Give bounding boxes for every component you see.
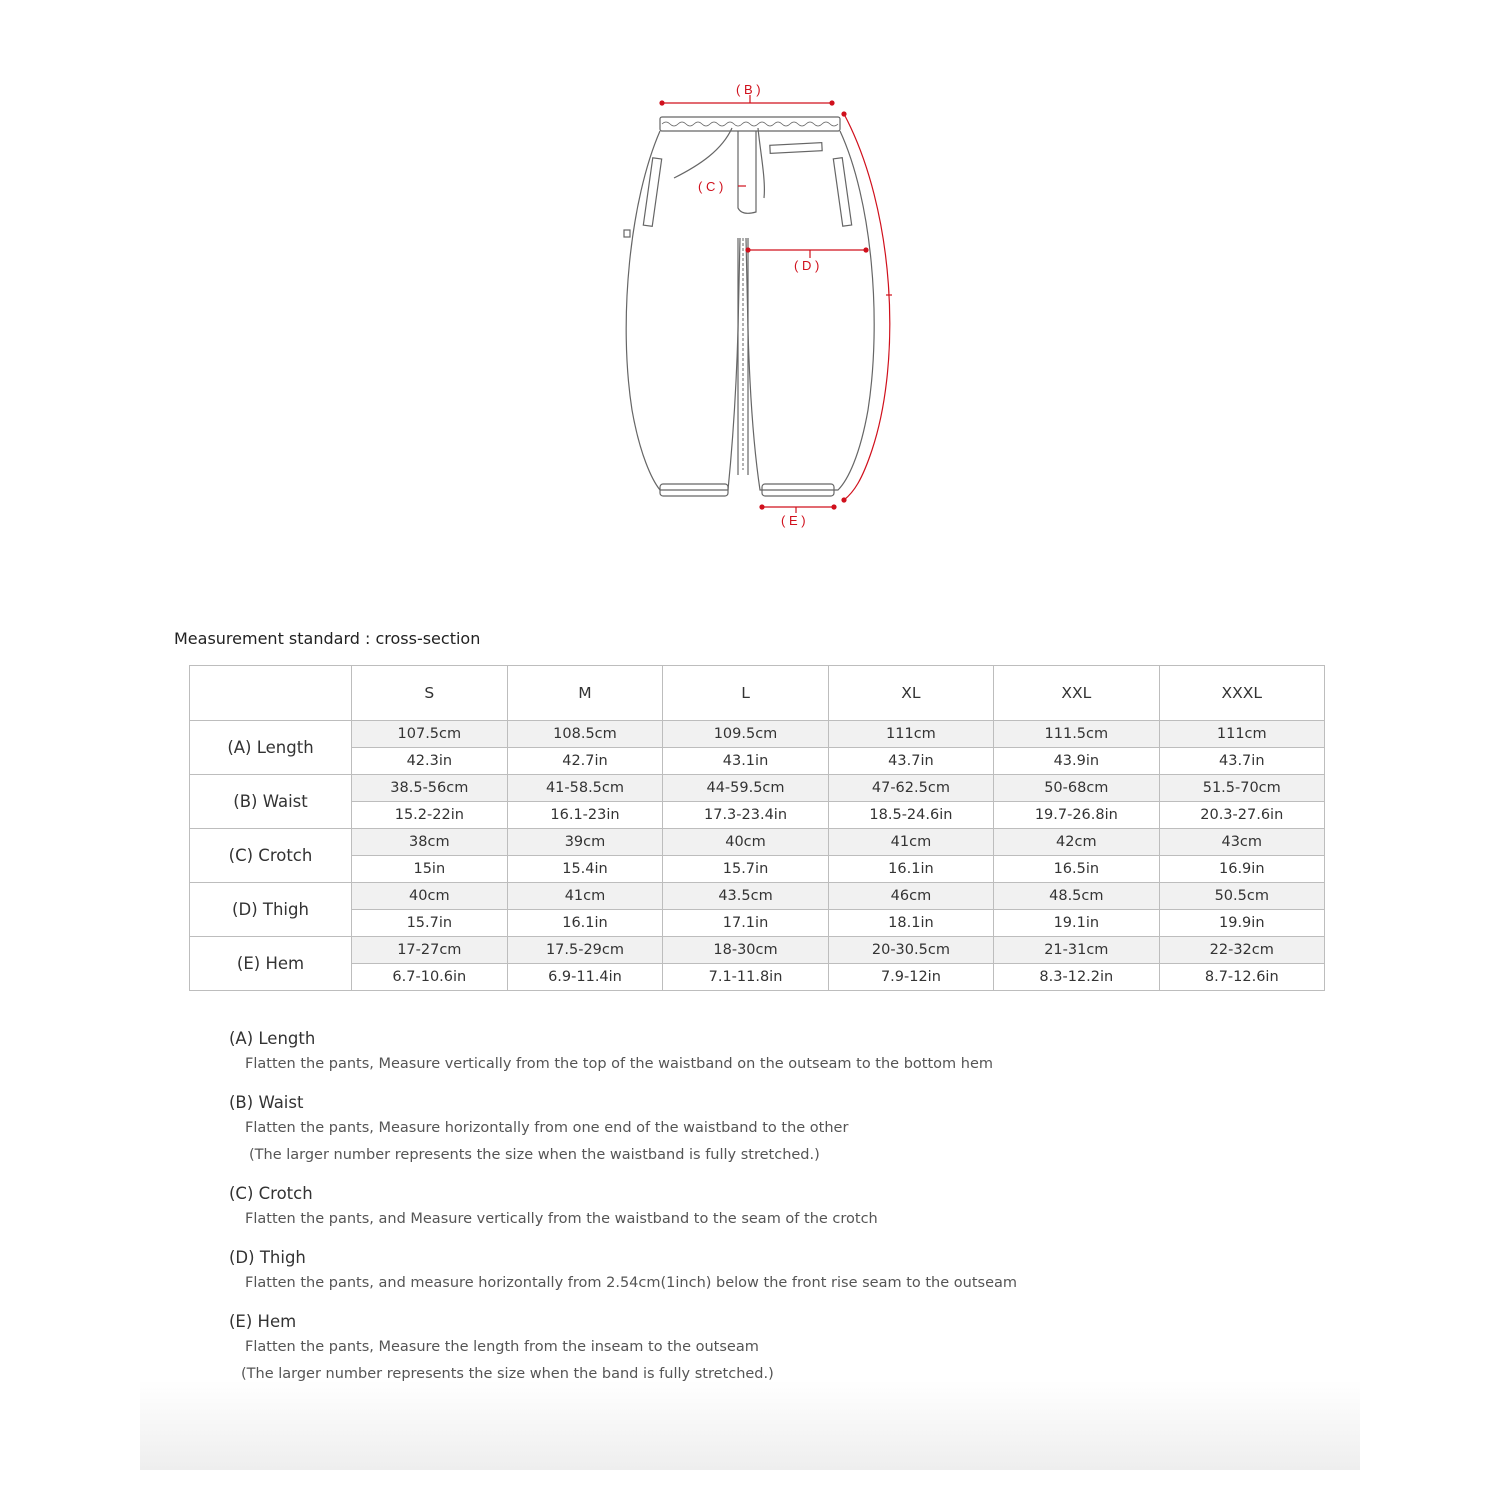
cm-cell: 109.5cm [663,721,828,748]
note-length [229,1026,1229,1078]
note-title: (B) Waist [229,1093,304,1112]
cm-cell: 38.5-56cm [352,775,508,802]
cm-cell: 44-59.5cm [663,775,828,802]
in-cell: 15.7in [352,910,508,937]
in-cell: 15.2-22in [352,802,508,829]
cm-cell: 40cm [663,829,828,856]
table-row [190,883,1325,910]
cm-cell: 41cm [507,883,663,910]
note-waist [229,1090,1229,1169]
table-row [190,937,1325,964]
cm-cell: 18-30cm [663,937,828,964]
in-cell: 17.1in [663,910,828,937]
row-label: (B) Waist [190,775,352,829]
cm-cell: 40cm [352,883,508,910]
size-chart-table [189,665,1325,991]
in-cell: 19.9in [1159,910,1324,937]
in-cell: 18.5-24.6in [828,802,993,829]
in-cell: 43.7in [1159,748,1324,775]
cm-cell: 41-58.5cm [507,775,663,802]
cm-cell: 111.5cm [994,721,1159,748]
note-title: (C) Crotch [229,1184,313,1203]
note-text: Flatten the pants, Measure the length from the inseam to the outseam [245,1339,759,1355]
table-row [190,721,1325,748]
table-row [190,856,1325,883]
measurement-notes [229,1026,1229,1400]
note-title: (D) Thigh [229,1248,306,1267]
corner-cell [190,666,352,721]
note-text: Flatten the pants, Measure horizontally from one end of the waistband to the other [245,1120,849,1136]
in-cell: 43.7in [828,748,993,775]
label-d: ( D ) [794,258,820,273]
cm-cell: 39cm [507,829,663,856]
note-thigh [229,1245,1229,1297]
table-row [190,964,1325,991]
in-cell: 7.1-11.8in [663,964,828,991]
cm-cell: 41cm [828,829,993,856]
in-cell: 8.3-12.2in [994,964,1159,991]
note-text: Flatten the pants, and measure horizontally from 2.54cm(1inch) below the front rise seam to the outseam [245,1275,1018,1291]
row-label: (E) Hem [190,937,352,991]
in-cell: 8.7-12.6in [1159,964,1324,991]
label-e: ( E ) [781,513,806,528]
note-text: Flatten the pants, Measure vertically from the top of the waistband on the outseam to the bottom hem [245,1056,994,1072]
note-title: (E) Hem [229,1312,297,1331]
length-measure-line [844,114,890,500]
note-title: (A) Length [229,1029,316,1048]
cm-cell: 47-62.5cm [828,775,993,802]
in-cell: 43.1in [663,748,828,775]
row-label: (D) Thigh [190,883,352,937]
in-cell: 43.9in [994,748,1159,775]
in-cell: 6.7-10.6in [352,964,508,991]
in-cell: 16.5in [994,856,1159,883]
table-row [190,802,1325,829]
note-text: (The larger number represents the size when the waistband is fully stretched.) [249,1147,820,1163]
in-cell: 6.9-11.4in [507,964,663,991]
cm-cell: 51.5-70cm [1159,775,1324,802]
size-header: L [663,666,828,721]
note-hem [229,1309,1229,1388]
in-cell: 20.3-27.6in [1159,802,1324,829]
in-cell: 15.7in [663,856,828,883]
size-header: M [507,666,663,721]
cm-cell: 48.5cm [994,883,1159,910]
in-cell: 18.1in [828,910,993,937]
size-header: XL [828,666,993,721]
in-cell: 15in [352,856,508,883]
row-label: (A) Length [190,721,352,775]
table-row [190,748,1325,775]
note-text: Flatten the pants, and Measure vertically from the waistband to the seam of the crotch [245,1211,878,1227]
label-c: ( C ) [698,179,724,194]
cm-cell: 17.5-29cm [507,937,663,964]
in-cell: 19.7-26.8in [994,802,1159,829]
size-header: XXXL [1159,666,1324,721]
cm-cell: 46cm [828,883,993,910]
cm-cell: 108.5cm [507,721,663,748]
cm-cell: 43cm [1159,829,1324,856]
table-row [190,775,1325,802]
cm-cell: 50.5cm [1159,883,1324,910]
section-title: Measurement standard : cross-section [174,629,481,648]
cm-cell: 50-68cm [994,775,1159,802]
in-cell: 16.9in [1159,856,1324,883]
table-row [190,829,1325,856]
right-leg-outline [746,131,874,490]
in-cell: 42.7in [507,748,663,775]
in-cell: 19.1in [994,910,1159,937]
in-cell: 7.9-12in [828,964,993,991]
cm-cell: 21-31cm [994,937,1159,964]
cm-cell: 43.5cm [663,883,828,910]
note-crotch [229,1181,1229,1233]
cm-cell: 107.5cm [352,721,508,748]
label-b: ( B ) [736,82,761,97]
cm-cell: 17-27cm [352,937,508,964]
cm-cell: 42cm [994,829,1159,856]
cm-cell: 22-32cm [1159,937,1324,964]
in-cell: 42.3in [352,748,508,775]
size-header: XXL [994,666,1159,721]
size-header: S [352,666,508,721]
pants-measurement-diagram [610,70,900,540]
in-cell: 16.1in [828,856,993,883]
table-row [190,910,1325,937]
in-cell: 17.3-23.4in [663,802,828,829]
cm-cell: 111cm [828,721,993,748]
note-text: (The larger number represents the size when the band is fully stretched.) [241,1366,774,1382]
in-cell: 15.4in [507,856,663,883]
row-label: (C) Crotch [190,829,352,883]
in-cell: 16.1in [507,910,663,937]
size-header-row [190,666,1325,721]
cm-cell: 20-30.5cm [828,937,993,964]
cm-cell: 38cm [352,829,508,856]
cm-cell: 111cm [1159,721,1324,748]
in-cell: 16.1-23in [507,802,663,829]
